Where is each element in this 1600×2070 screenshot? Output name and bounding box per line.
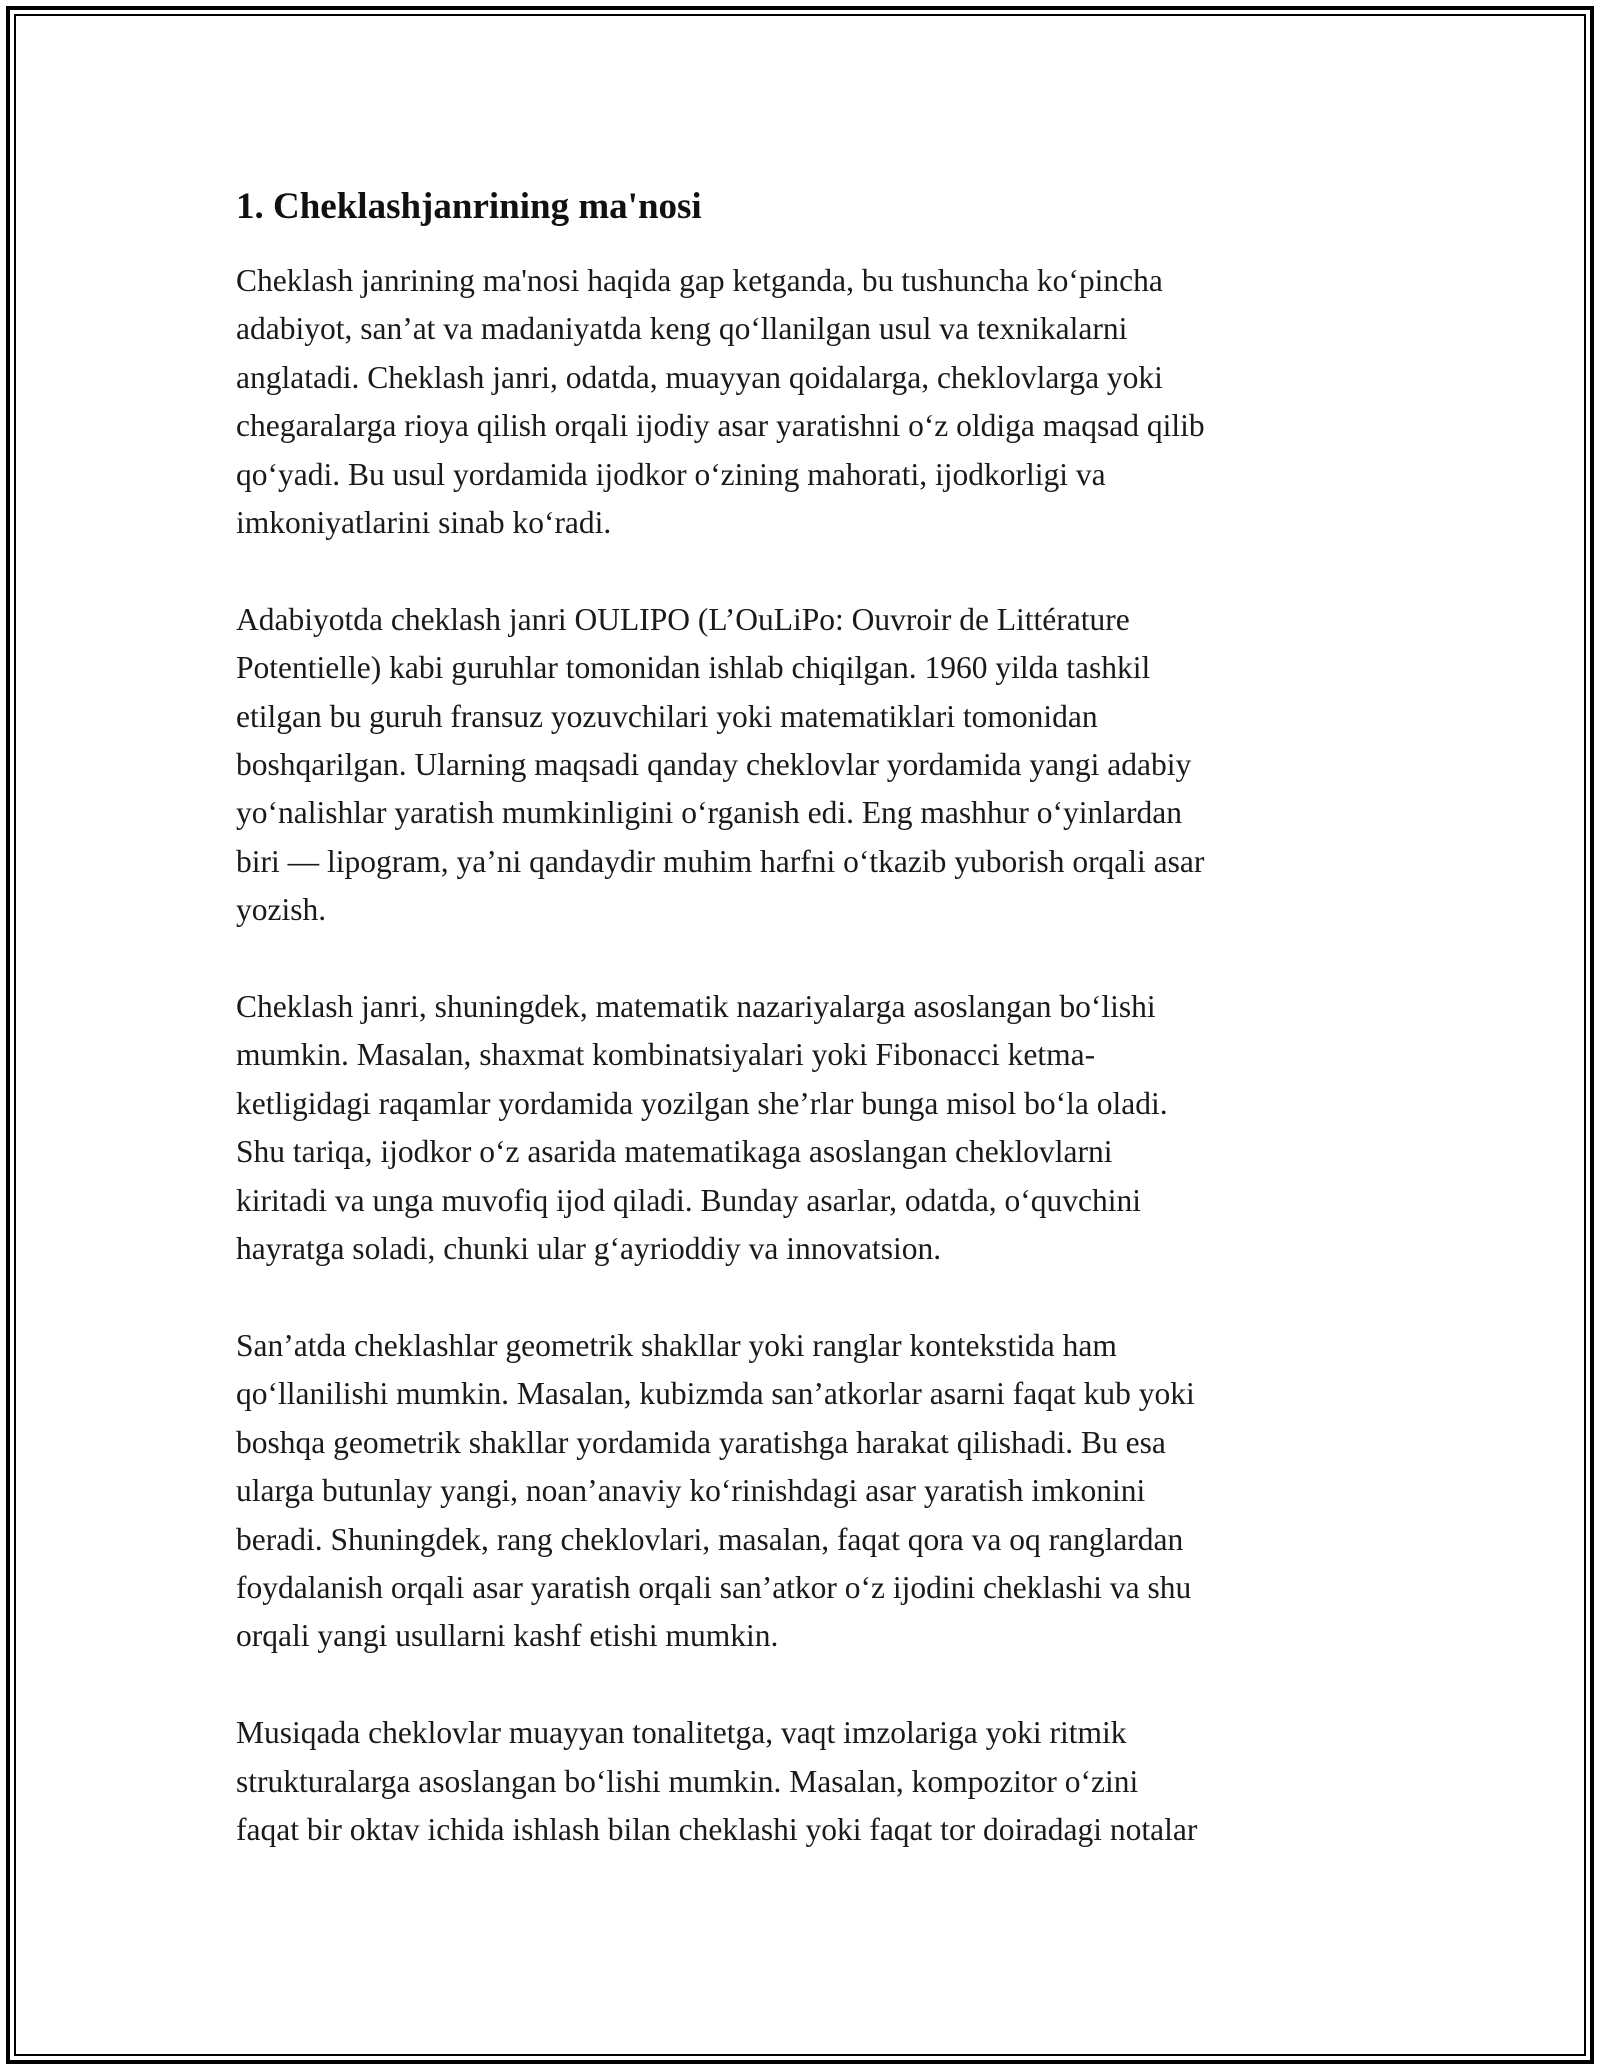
text-line: orqali yangi usullarni kashf etishi mumkin. (236, 1618, 779, 1654)
text-line: San’atda cheklashlar geometrik shakllar yoki ranglar kontekstida ham (236, 1327, 1117, 1363)
text-line: Musiqada cheklovlar muayyan tonalitetga, vaqt imzolariga yoki ritmik (236, 1715, 1127, 1751)
paragraph-3 (236, 983, 1376, 1273)
text-line: Cheklash janrining ma'nosi haqida gap ketganda, bu tushuncha koʻpincha (236, 263, 1163, 298)
text-line: qoʻyadi. Bu usul yordamida ijodkor oʻzining mahorati, ijodkorligi va (236, 456, 1106, 492)
text-line: imkoniyatlarini sinab koʻradi. (236, 505, 612, 541)
text-line: Cheklash janri, shuningdek, matematik nazariyalarga asoslangan boʻlishi (236, 989, 1156, 1025)
text-line: strukturalarga asoslangan boʻlishi mumkin. Masalan, kompozitor oʻzini (236, 1763, 1139, 1799)
text-line: Potentielle) kabi guruhlar tomonidan ishlab chiqilgan. 1960 yilda tashkil (236, 650, 1151, 686)
text-line: yozish. (236, 892, 327, 928)
paragraph-5 (236, 1709, 1376, 1854)
text-line: boshqarilgan. Ularning maqsadi qanday cheklovlar yordamida yangi adabiy (236, 747, 1192, 783)
document-body (236, 185, 1376, 1903)
paragraph-4 (236, 1322, 1376, 1661)
section-heading: 1. Cheklashjanrining ma'nosi (236, 186, 702, 227)
text-line: boshqa geometrik shakllar yordamida yaratishga harakat qilishadi. Bu esa (236, 1424, 1166, 1460)
paragraph-1 (236, 257, 1376, 547)
text-line: biri — lipogram, ya’ni qandaydir muhim harfni oʻtkazib yuborish orqali asar (236, 843, 1205, 879)
text-line: Adabiyotda cheklash janri OULIPO (L’OuLiPo: Ouvroir de Littérature (236, 601, 1130, 637)
text-line: yoʻnalishlar yaratish mumkinligini oʻrganish edi. Eng mashhur oʻyinlardan (236, 795, 1182, 831)
text-line: Shu tariqa, ijodkor oʻz asarida matematikaga asoslangan cheklovlarni (236, 1134, 1113, 1170)
text-line: ularga butunlay yangi, noan’anaviy koʻrinishdagi asar yaratish imkonini (236, 1473, 1146, 1509)
text-line: ketligidagi raqamlar yordamida yozilgan she’rlar bunga misol boʻla oladi. (236, 1085, 1168, 1121)
text-line: etilgan bu guruh fransuz yozuvchilari yoki matematiklari tomonidan (236, 698, 1098, 734)
text-line: hayratga soladi, chunki ular gʻayrioddiy va innovatsion. (236, 1231, 942, 1267)
text-line: mumkin. Masalan, shaxmat kombinatsiyalari yoki Fibonacci ketma- (236, 1037, 1096, 1073)
text-line: faqat bir oktav ichida ishlash bilan cheklashi yoki faqat tor doiradagi notalar (236, 1811, 1198, 1847)
text-line: beradi. Shuningdek, rang cheklovlari, masalan, faqat qora va oq ranglardan (236, 1521, 1184, 1557)
text-line: foydalanish orqali asar yaratish orqali san’atkor oʻz ijodini cheklashi va shu (236, 1569, 1192, 1605)
text-line: kiritadi va unga muvofiq ijod qiladi. Bunday asarlar, odatda, oʻquvchini (236, 1182, 1142, 1218)
text-line: qoʻllanilishi mumkin. Masalan, kubizmda san’atkorlar asarni faqat kub yoki (236, 1376, 1195, 1412)
paragraph-2 (236, 596, 1376, 935)
text-line: adabiyot, san’at va madaniyatda keng qoʻllanilgan usul va texnikalarni (236, 311, 1128, 347)
text-line: anglatadi. Cheklash janri, odatda, muayyan qoidalarga, cheklovlarga yoki (236, 359, 1163, 395)
text-line: chegaralarga rioya qilish orqali ijodiy asar yaratishni oʻz oldiga maqsad qilib (236, 408, 1205, 444)
